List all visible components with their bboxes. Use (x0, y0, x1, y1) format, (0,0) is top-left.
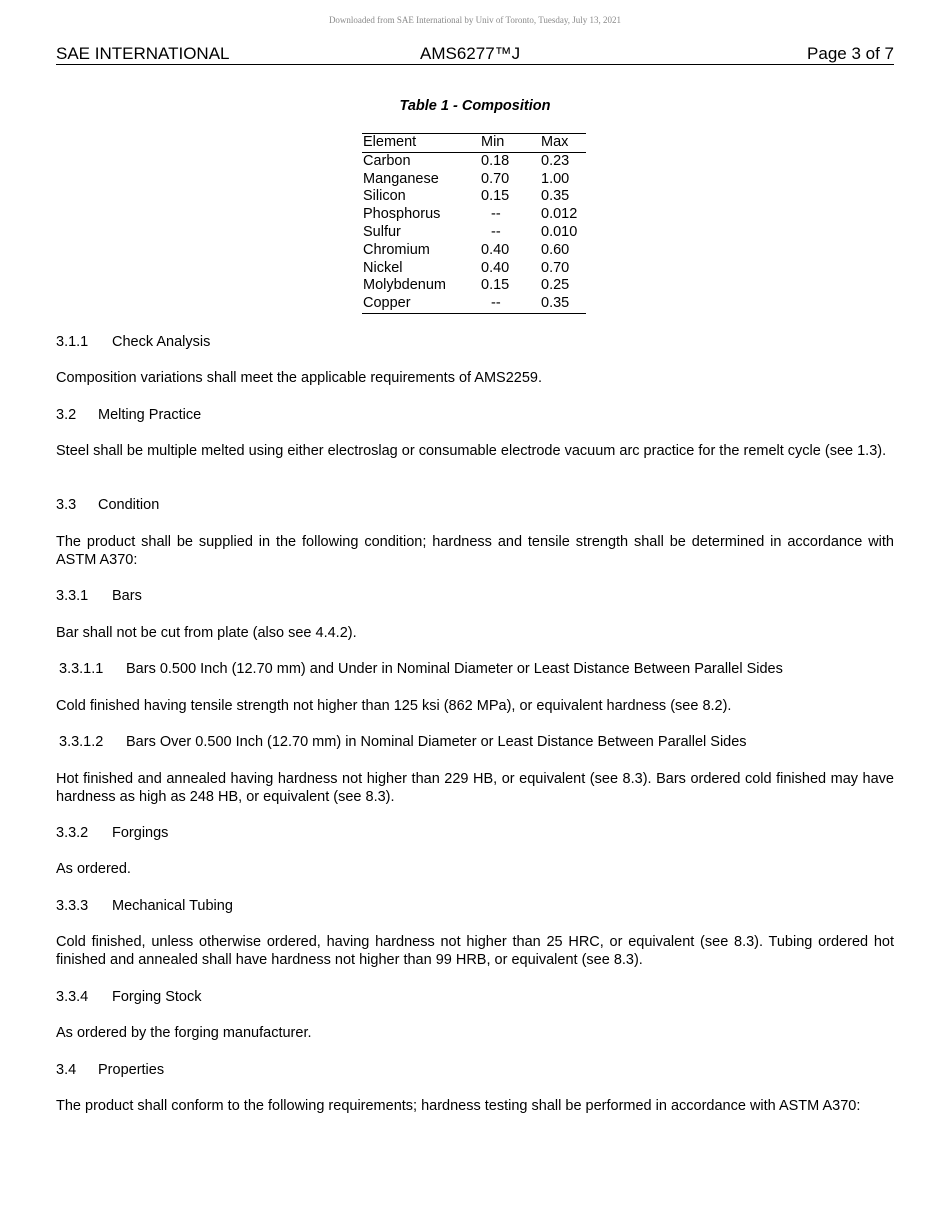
max-cell: 0.23 (541, 152, 570, 169)
section-number: 3.4 (56, 1062, 77, 1078)
section-title: Melting Practice (98, 407, 202, 423)
page-number: Page 3 of 7 (807, 44, 894, 63)
min-cell: 0.70 (481, 170, 510, 187)
table-row (362, 206, 586, 224)
section-number: 3.1.1 (56, 334, 89, 350)
table-header-row (362, 134, 586, 153)
table-row (362, 242, 586, 260)
element-cell: Chromium (363, 241, 430, 258)
table-row (362, 295, 586, 313)
section-body-3-3-4: As ordered by the forging manufacturer. (56, 1025, 312, 1041)
section-body-3-3: The product shall be supplied in the following condition; hardness and tensile strength shall be determined in accordance with ASTM A370: (56, 534, 894, 568)
max-cell: 0.35 (541, 295, 570, 312)
min-cell: 0.18 (481, 152, 510, 169)
section-number: 3.2 (56, 407, 77, 423)
column-header-max: Max (541, 134, 569, 150)
section-title: Condition (98, 497, 160, 513)
min-cell: 0.15 (481, 277, 510, 294)
section-body-3-3-1: Bar shall not be cut from plate (also see 4.4.2). (56, 625, 357, 641)
section-heading-3-2 (56, 407, 201, 425)
table-row (362, 171, 586, 189)
table-row (362, 260, 586, 278)
section-heading-3-3-3 (56, 898, 233, 916)
section-heading-3-3-4 (56, 989, 201, 1007)
section-heading-3-1-1 (56, 334, 210, 352)
table-row (362, 277, 586, 295)
section-body-3-4: The product shall conform to the following requirements; hardness testing shall be performed in accordance with ASTM A370: (56, 1098, 861, 1114)
element-cell: Copper (363, 295, 411, 312)
table-row (362, 152, 586, 170)
column-header-element: Element (363, 134, 417, 150)
section-body-3-2: Steel shall be multiple melted using either electroslag or consumable electrode vacuum arc practice for the remelt cycle (see 1.3). (56, 443, 887, 459)
max-cell: 0.60 (541, 241, 570, 258)
element-cell: Sulfur (363, 223, 401, 240)
section-title: Bars Over 0.500 Inch (12.70 mm) in Nominal Diameter or Least Distance Between Parallel Sides (126, 734, 747, 750)
section-number: 3.3.1.2 (59, 734, 104, 750)
section-title: Forging Stock (112, 989, 202, 1005)
section-heading-3-4 (56, 1062, 164, 1080)
element-cell: Nickel (363, 259, 403, 276)
min-cell: 0.40 (481, 259, 510, 276)
section-body-3-3-3: Cold finished, unless otherwise ordered, having hardness not higher than 25 HRC, or equivalent (see 8.3). Tubing ordered hot finished and annealed shall have hardness not higher than 99 HRB, or equivalent (see 8.3). (56, 934, 894, 968)
publisher-name: SAE INTERNATIONAL (56, 44, 230, 63)
section-heading-3-3-1-2 (59, 734, 747, 752)
min-cell: -- (491, 295, 501, 312)
section-body-3-3-1-2: Hot finished and annealed having hardness not higher than 229 HB, or equivalent (see 8.3). Bars ordered cold finished may have hardness as high as 248 HB, or equivalent (see 8.3). (56, 771, 894, 805)
column-header-min: Min (481, 134, 505, 150)
section-title: Mechanical Tubing (112, 898, 233, 914)
section-title: Bars 0.500 Inch (12.70 mm) and Under in Nominal Diameter or Least Distance Between Parallel Sides (126, 661, 783, 677)
element-cell: Silicon (363, 188, 406, 205)
section-number: 3.3.4 (56, 989, 89, 1005)
section-number: 3.3.1.1 (59, 661, 104, 677)
section-number: 3.3 (56, 497, 77, 513)
min-cell: -- (491, 206, 501, 223)
table-title: Table 1 - Composition (399, 98, 551, 114)
page-header (56, 44, 894, 65)
element-cell: Manganese (363, 170, 439, 187)
section-number: 3.3.2 (56, 825, 89, 841)
element-cell: Phosphorus (363, 206, 441, 223)
section-number: 3.3.3 (56, 898, 89, 914)
max-cell: 0.25 (541, 277, 570, 294)
section-body-3-3-1-1: Cold finished having tensile strength not higher than 125 ksi (862 MPa), or equivalent hardness (see 8.2). (56, 698, 732, 714)
table-row (362, 188, 586, 206)
section-body-3-3-2: As ordered. (56, 861, 131, 877)
section-heading-3-3-2 (56, 825, 168, 843)
element-cell: Molybdenum (363, 277, 447, 294)
max-cell: 0.70 (541, 259, 570, 276)
section-title: Check Analysis (112, 334, 211, 350)
element-cell: Carbon (363, 152, 411, 169)
section-title: Forgings (112, 825, 169, 841)
section-heading-3-3-1 (56, 588, 142, 606)
max-cell: 0.012 (541, 206, 578, 223)
min-cell: 0.15 (481, 188, 510, 205)
document-id: AMS6277™J (420, 44, 521, 63)
min-cell: -- (491, 223, 501, 240)
section-number: 3.3.1 (56, 588, 89, 604)
composition-table (362, 133, 586, 314)
section-body-3-1-1: Composition variations shall meet the applicable requirements of AMS2259. (56, 370, 543, 386)
section-heading-3-3-1-1 (59, 661, 783, 679)
table-row (362, 224, 586, 242)
download-watermark: Downloaded from SAE International by Univ of Toronto, Tuesday, July 13, 2021 (328, 15, 622, 25)
max-cell: 0.35 (541, 188, 570, 205)
section-heading-3-3 (56, 497, 159, 515)
section-title: Bars (112, 588, 142, 604)
max-cell: 0.010 (541, 223, 578, 240)
section-title: Properties (98, 1062, 165, 1078)
min-cell: 0.40 (481, 241, 510, 258)
max-cell: 1.00 (541, 170, 570, 187)
